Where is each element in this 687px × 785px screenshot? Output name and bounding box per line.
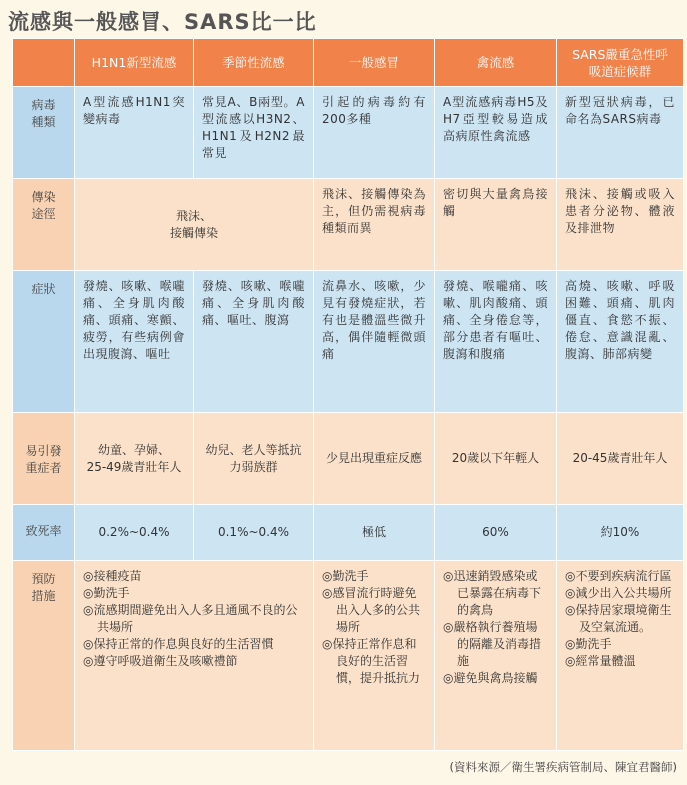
- cell: 飛沫、接觸傳染為主，但仍需視病毒種類而異: [314, 179, 435, 271]
- cell: A型流感病毒H5及H7亞型較易造成高病原性禽流感: [435, 87, 557, 179]
- cell: 60%: [435, 505, 557, 561]
- cell: [435, 561, 557, 751]
- cell: [314, 561, 435, 751]
- cell: 發燒、咳嗽、喉嚨痛、全身肌肉酸痛、嘔吐、腹瀉: [194, 271, 314, 413]
- cell: 高燒、咳嗽、呼吸困難、頭痛、肌肉僵直、食慾不振、倦怠、意識混亂、腹瀉、肺部病變: [557, 271, 684, 413]
- cell: 幼兒、老人等抵抗 力弱族群: [194, 413, 314, 505]
- list-item: ◎勤洗手: [83, 586, 130, 600]
- list-item: ◎遵守呼吸道衛生及咳嗽禮節: [83, 654, 238, 668]
- list-item: ◎避免與禽鳥接觸: [443, 671, 538, 685]
- header-corner: [13, 39, 75, 87]
- list-item: ◎不要到疾病流行區: [565, 569, 672, 583]
- cell: 新型冠狀病毒，已命名為SARS病毒: [557, 87, 684, 179]
- cell: 引起的病毒約有200多種: [314, 87, 435, 179]
- list-item: ◎保持正常的作息與良好的生活習慣: [83, 637, 274, 651]
- list-item: ◎接種疫苗: [83, 569, 142, 583]
- page-title: 流感與一般感冒、SARS比一比: [8, 10, 317, 34]
- cell-merged: 飛沫、 接觸傳染: [75, 179, 314, 271]
- cell: 極低: [314, 505, 435, 561]
- cell: 發燒、喉嚨痛、咳嗽、肌肉酸痛、頭痛、全身倦怠等，部分患者有嘔吐、腹瀉和腹痛: [435, 271, 557, 413]
- cell: 幼童、孕婦、 25-49歲青壯年人: [75, 413, 194, 505]
- row-pathogen: [13, 87, 684, 179]
- source-note: (資料來源／衛生署疾病管制局、陳宜君醫師): [449, 760, 677, 774]
- list-item: ◎經常量體溫: [565, 654, 636, 668]
- comparison-table: [12, 38, 684, 751]
- list-item: ◎感冒流行時避免出入人多的公共場所: [322, 586, 421, 634]
- list-item: ◎勤洗手: [565, 637, 612, 651]
- row-label: 傳染 途徑: [13, 179, 75, 271]
- header-row: [13, 39, 684, 87]
- row-mortality: [13, 505, 684, 561]
- column-header: 禽流感: [435, 39, 557, 87]
- row-label: 易引發 重症者: [13, 413, 75, 505]
- column-header: H1N1新型流感: [75, 39, 194, 87]
- list-item: ◎嚴格執行養殖場的隔離及消毒措施: [443, 620, 542, 668]
- row-prevention: [13, 561, 684, 751]
- cell: A型流感H1N1突變病毒: [75, 87, 194, 179]
- cell: 0.1%~0.4%: [194, 505, 314, 561]
- cell: 常見A、B兩型。A型流感以H3N2、H1N1及H2N2最常見: [194, 87, 314, 179]
- list-item: ◎保持正常作息和良好的生活習慣，提升抵抗力: [322, 637, 421, 685]
- column-header: SARS嚴重急性呼 吸道症候群: [557, 39, 684, 87]
- cell: 約10%: [557, 505, 684, 561]
- row-susceptible: [13, 413, 684, 505]
- cell: 發燒、咳嗽、喉嚨痛、全身肌肉酸痛、頭痛、寒顫、疲勞，有些病例會出現腹瀉、嘔吐: [75, 271, 194, 413]
- list-item: ◎迅速銷毀感染或已暴露在病毒下的禽鳥: [443, 569, 542, 617]
- cell: 流鼻水、咳嗽，少見有發燒症狀，若有也是體溫些微升高，偶伴隨輕微頭痛: [314, 271, 435, 413]
- cell: 0.2%~0.4%: [75, 505, 194, 561]
- row-label: 預防 措施: [13, 561, 75, 751]
- column-header: 一般感冒: [314, 39, 435, 87]
- list-item: ◎流感期間避免出入人多且通風不良的公共場所: [83, 603, 298, 634]
- list-item: ◎保持居家環境衛生及空氣流通。: [565, 603, 672, 634]
- cell: 20歲以下年輕人: [435, 413, 557, 505]
- column-header: 季節性流感: [194, 39, 314, 87]
- row-label: 致死率: [13, 505, 75, 561]
- row-label: 症狀: [13, 271, 75, 413]
- cell: 密切與大量禽鳥接觸: [435, 179, 557, 271]
- cell: 少見出現重症反應: [314, 413, 435, 505]
- cell: [557, 561, 684, 751]
- cell: 飛沫、接觸或吸入患者分泌物、體液及排泄物: [557, 179, 684, 271]
- list-item: ◎減少出入公共場所: [565, 586, 672, 600]
- row-label: 病毒 種類: [13, 87, 75, 179]
- row-symptoms: [13, 271, 684, 413]
- row-transmission: [13, 179, 684, 271]
- list-item: ◎勤洗手: [322, 569, 369, 583]
- cell: 20-45歲青壯年人: [557, 413, 684, 505]
- cell-merged: [75, 561, 314, 751]
